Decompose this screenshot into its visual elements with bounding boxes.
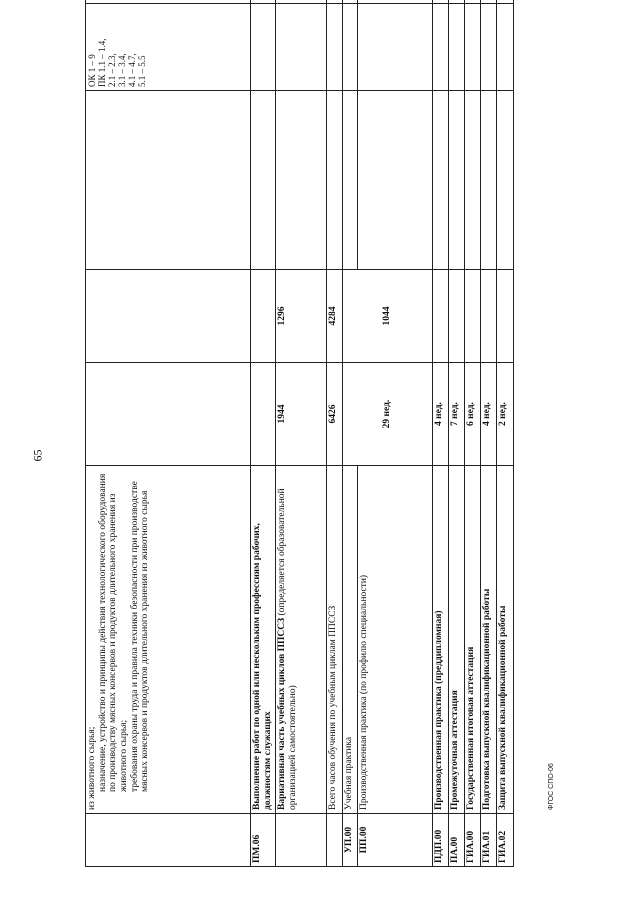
table-row (251, 0, 276, 867)
curriculum-table-frame (85, 19, 508, 867)
cell-code: ГИА.00 (465, 814, 481, 867)
cell-weeks: 7 нед. (449, 363, 465, 466)
cell-extra (449, 0, 465, 4)
table-row (327, 0, 343, 867)
cell-extra (433, 0, 449, 4)
cell-code: ГИА.02 (497, 814, 514, 867)
cell-code: ПП.00 (358, 814, 433, 867)
competency-line: 3.1 – 3.4, (117, 53, 128, 87)
cell-name: Учебная практика (343, 466, 358, 814)
cell-weeks: 2 нед. (497, 363, 514, 466)
footer-code: ФГОС СПО-06 (548, 763, 555, 810)
cell-knowledge-list (86, 466, 251, 814)
cell-extra (327, 0, 343, 4)
cell-name: Всего часов обучения по учебным циклам ППССЗ (327, 466, 343, 814)
cell-disciplines (327, 91, 343, 270)
competency-line: 4.1 – 4.7, (127, 53, 138, 87)
cell-extra (276, 0, 327, 4)
cell-code (327, 814, 343, 867)
cell-name (276, 466, 327, 814)
table-row (465, 0, 481, 867)
cell-hours (465, 270, 481, 363)
cell-disciplines (497, 91, 514, 270)
cell-max-load: 6426 (327, 363, 343, 466)
cell-extra (465, 0, 481, 4)
cell-hours: 1296 (276, 270, 327, 363)
cell-disciplines (358, 91, 433, 270)
table-row (481, 0, 497, 867)
cell-competencies (497, 4, 514, 91)
cell-extra (497, 0, 514, 4)
cell-name: Выполнение работ по одной или нескольким профессиям рабочих, должностям служащих (251, 466, 276, 814)
competency-line: ПК 1.1 – 1.4, (97, 38, 108, 87)
rotated-table-container (85, 19, 508, 867)
cell-competencies (327, 4, 343, 91)
competency-line: ОК 1 – 9 (87, 54, 97, 87)
cell-name: Производственная практика (преддипломная) (433, 466, 449, 814)
cell-code (86, 814, 251, 867)
cell-competencies (276, 4, 327, 91)
cell-max-load (251, 363, 276, 466)
cell-competencies (86, 4, 251, 91)
table-row (86, 0, 251, 867)
page-number: 65 (30, 449, 45, 462)
cell-weeks: 6 нед. (465, 363, 481, 466)
knowledge-line-2: назначение, устройство и принципы действия технологического оборудования по производству мясных консервов и продуктов длительного хранения из животного сырья; (97, 473, 129, 792)
table-row (433, 0, 449, 867)
cell-hours (251, 270, 276, 363)
cell-code (276, 814, 327, 867)
cell-hours (86, 270, 251, 363)
cell-code: ГИА.01 (481, 814, 497, 867)
cell-disciplines (449, 91, 465, 270)
table-row (497, 0, 514, 867)
cell-code: УП.00 (343, 814, 358, 867)
cell-name: Промежуточная аттестация (449, 466, 465, 814)
cell-name: Производственная практика (по профилю специальности) (358, 466, 433, 814)
cell-extra (358, 0, 433, 4)
cell-name: Подготовка выпускной квалификационной работы (481, 466, 497, 814)
competency-line: 5.1 – 5.5 (137, 55, 148, 87)
cell-disciplines (465, 91, 481, 270)
cell-hours (433, 270, 449, 363)
variative-part-title: Вариативная часть учебных циклов ППССЗ (277, 617, 287, 810)
cell-competencies (433, 4, 449, 91)
cell-hours (481, 270, 497, 363)
cell-competencies (481, 4, 497, 91)
cell-disciplines (276, 91, 327, 270)
cell-weeks: 4 нед. (433, 363, 449, 466)
cell-name: Защита выпускной квалификационной работы (497, 466, 514, 814)
cell-disciplines (433, 91, 449, 270)
cell-name: Государственная итоговая аттестация (465, 466, 481, 814)
cell-extra (86, 0, 251, 4)
cell-competencies (449, 4, 465, 91)
cell-max-load: 1944 (276, 363, 327, 466)
cell-competencies (343, 4, 358, 91)
cell-disciplines (343, 91, 358, 270)
cell-competencies (465, 4, 481, 91)
cell-code: ПА.00 (449, 814, 465, 867)
cell-disciplines (481, 91, 497, 270)
variative-part-note: (определяется образовательной организацией самостоятельно) (277, 488, 298, 810)
cell-extra (251, 0, 276, 4)
cell-max-load (86, 363, 251, 466)
cell-code: ПМ.06 (251, 814, 276, 867)
cell-weeks: 4 нед. (481, 363, 497, 466)
knowledge-line-3: требования охраны труда и правила техники безопасности при производстве мясных консервов и продуктов длительного хранения из животного сырья (129, 481, 151, 792)
cell-disciplines (86, 91, 251, 270)
competency-line: 2.1 – 2.3, (107, 53, 118, 87)
table-row (276, 0, 327, 867)
cell-extra (481, 0, 497, 4)
cell-disciplines (251, 91, 276, 270)
table-row (449, 0, 465, 867)
table-row (343, 0, 358, 867)
cell-hours (449, 270, 465, 363)
cell-hours (497, 270, 514, 363)
cell-practice-weeks: 29 нед. (343, 363, 433, 466)
cell-code: ПДП.00 (433, 814, 449, 867)
cell-competencies (358, 4, 433, 91)
curriculum-table (85, 0, 514, 867)
cell-practice-hours: 1044 (343, 270, 433, 363)
cell-hours: 4284 (327, 270, 343, 363)
cell-extra (343, 0, 358, 4)
knowledge-line-1: из животного сырья; (87, 726, 97, 810)
cell-competencies (251, 4, 276, 91)
